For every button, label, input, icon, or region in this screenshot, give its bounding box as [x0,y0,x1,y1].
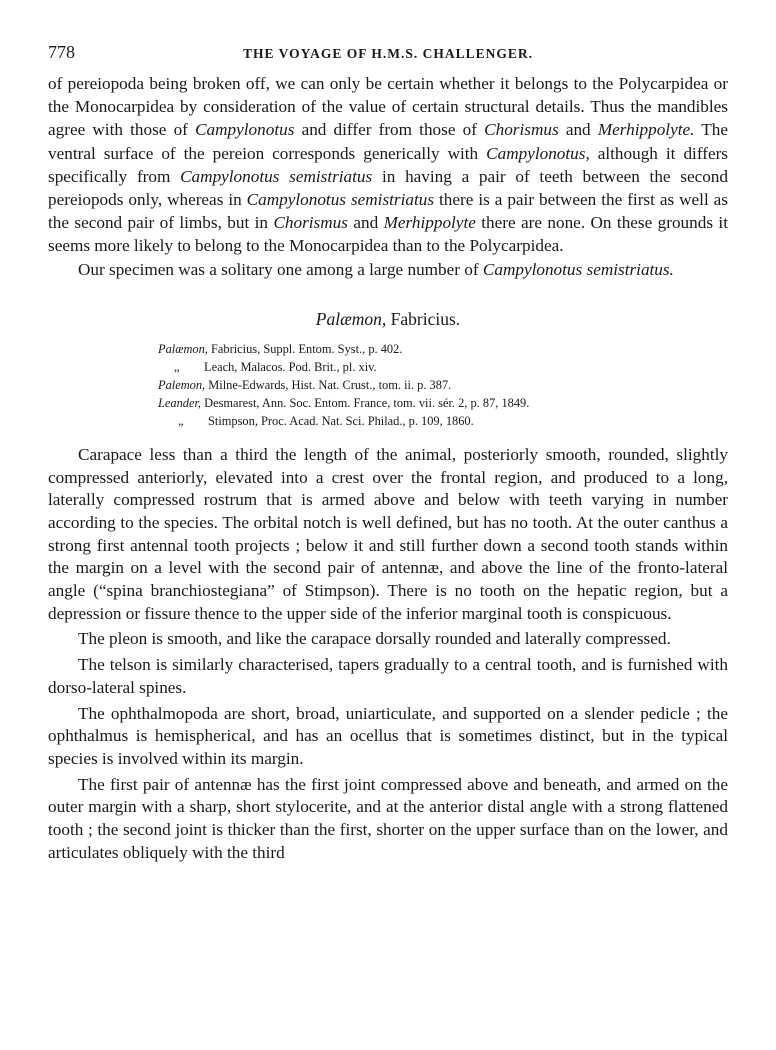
synonymy-entry: Palæmon, Fabricius, Suppl. Entom. Syst., p. 402. [158,341,403,356]
paragraph-pleon: The pleon is smooth, and like the carapace dorsally rounded and laterally compressed. [78,629,671,649]
synonymy-list [48,340,728,430]
paragraph-antennae: The first pair of antennæ has the first joint compressed above and beneath, and armed on the outer margin with a sharp, short stylocerite, and at the anterior distal angle with a strong flattened tooth ; the second joint is thicker than the first, shorter on the upper surface than on the lower, and articulates obliquely with the third [48,774,728,862]
page-number: 778 [48,42,75,62]
genus-description [48,444,728,865]
paragraph-specimen: Our specimen was a solitary one among a large number of Campylonotus semistriatus. [78,259,674,279]
synonymy-entry: „ Leach, Malacos. Pod. Brit., pl. xiv. [174,359,377,374]
paragraph-classification: of pereiopoda being broken off, we can only be certain whether it belongs to the Polycarpidea or the Monocarpidea by consideration of the value of certain structural details. Thus the mandibles agree with those of Campylonotus and differ from those of Chorismus and Merhippolyte. The ventral surface of the pereion corresponds generically with Campylonotus, although it differs specifically from Campylonotus semistriatus in having a pair of teeth between the second pereiopods only, whereas in Campylonotus semistriatus there is a pair between the first as well as the second pair of limbs, but in Chorismus and Merhippolyte there are none. On these grounds it seems more likely to belong to the Monocarpidea than to the Polycarpidea. [48,74,729,256]
paragraph-carapace: Carapace less than a third the length of the animal, posteriorly smooth, rounded, slightly compressed anteriorly, elevated into a crest over the frontal region, and produced to a long, laterally compressed rostrum that is armed above and below with teeth varying in number according to the species. The orbital notch is well defined, but has no tooth. At the outer canthus a strong first antennal tooth projects ; below it and still further down a second tooth stands within the margin on a level with the second pair of antennæ, and above the line of the fronto-lateral angle (“spina branchiostegiana” of Stimpson). There is no tooth on the hepatic region, but a depression or fissure thence to the upper side of the inferior marginal tooth is conspicuous. [48,444,728,623]
document-page [48,40,728,864]
intro-section [48,72,728,281]
paragraph-ophthalmopoda: The ophthalmopoda are short, broad, uniarticulate, and supported on a slender pedicle ; the ophthalmus is hemispherical, and has an ocellus that is sometimes distinct, but in the typical species is involved within its margin. [48,703,728,768]
synonymy-entry: Palemon, Milne-Edwards, Hist. Nat. Crust., tom. ii. p. 387. [158,377,452,392]
synonymy-entry: „ Stimpson, Proc. Acad. Nat. Sci. Philad., p. 109, 1860. [178,413,474,428]
paragraph-telson: The telson is similarly characterised, tapers gradually to a central tooth, and is furnished with dorso-lateral spines. [48,655,728,697]
running-title: THE VOYAGE OF H.M.S. CHALLENGER. [242,46,534,61]
genus-heading: Palæmon, Fabricius. [315,308,461,329]
page-header [48,40,728,66]
synonymy-entry: Leander, Desmarest, Ann. Soc. Entom. France, tom. vii. sér. 2, p. 87, 1849. [158,395,530,410]
